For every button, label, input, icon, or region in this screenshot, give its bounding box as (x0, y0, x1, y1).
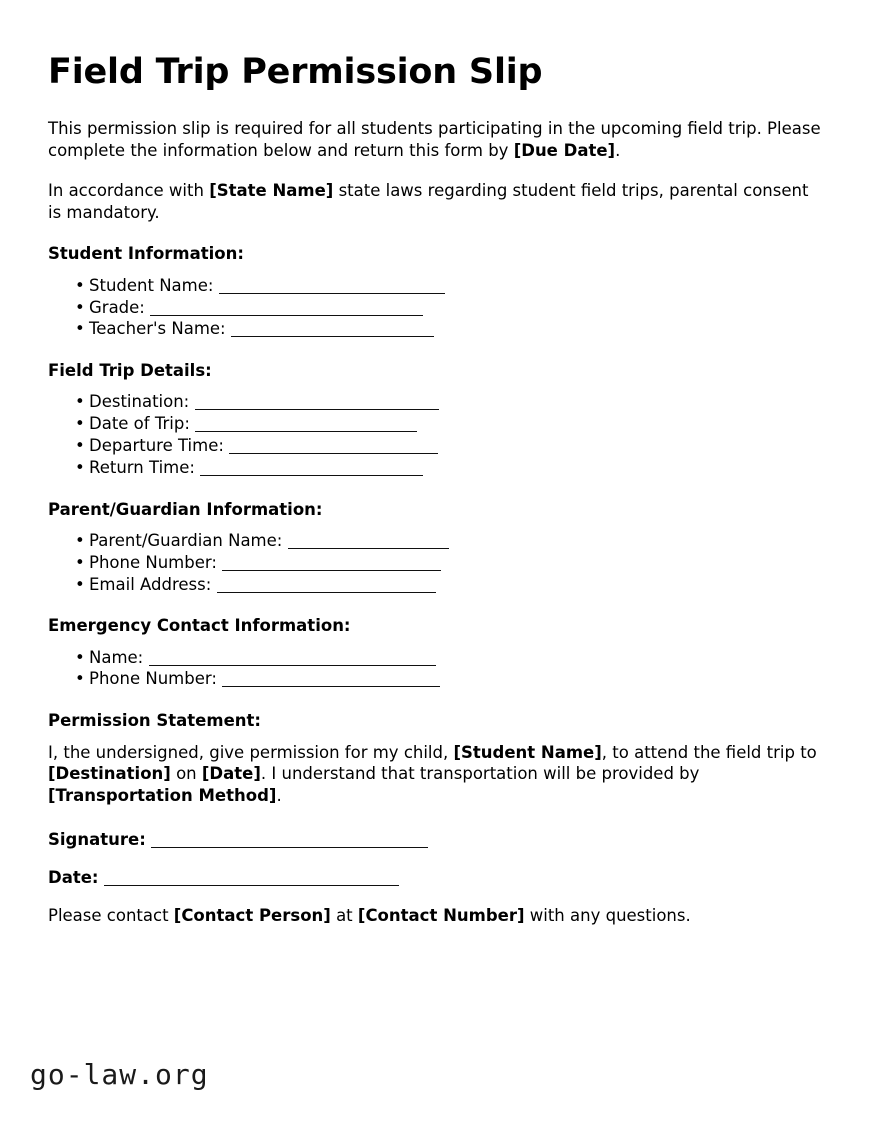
list-item (48, 552, 821, 574)
list-item (48, 668, 821, 690)
student-name-placeholder: [Student Name] (453, 742, 602, 762)
bullet-icon: • (75, 669, 85, 689)
list-item (48, 318, 821, 340)
signature-blank[interactable] (151, 834, 428, 848)
field-label: Student Name: (89, 275, 214, 295)
closing-paragraph (48, 905, 821, 927)
field-blank-student-name[interactable] (219, 280, 445, 294)
accordance-text-before: In accordance with (48, 180, 210, 200)
bullet-icon: • (75, 414, 85, 434)
date-placeholder: [Date] (201, 764, 261, 784)
field-label: Destination: (89, 392, 190, 412)
bullet-icon: • (75, 275, 85, 295)
date-label: Date: (48, 867, 99, 887)
list-item (48, 413, 821, 435)
accordance-text-after: state laws regarding student field trips, parental consent is mandatory. (48, 180, 809, 222)
field-label: Name: (89, 647, 144, 667)
field-label: Return Time: (89, 457, 195, 477)
intro-text-after: . (615, 141, 621, 161)
list-item (48, 435, 821, 457)
date-blank[interactable] (104, 872, 399, 886)
due-date-placeholder: [Due Date] (513, 141, 616, 161)
section-heading-permission-statement: Permission Statement: (48, 711, 261, 731)
signature-line (48, 829, 821, 851)
field-label: Phone Number: (89, 552, 217, 572)
field-list-field-trip-details (48, 391, 821, 478)
field-blank-parent-phone-number[interactable] (222, 557, 441, 571)
list-item (48, 457, 821, 479)
bullet-icon: • (75, 297, 85, 317)
closing-part-3: with any questions. (524, 905, 691, 925)
statement-part-1: I, the undersigned, give permission for my child, (48, 742, 454, 762)
field-list-parent-guardian-information (48, 530, 821, 595)
section-heading-parent-guardian-information: Parent/Guardian Information: (48, 499, 323, 519)
statement-part-5: . (276, 786, 282, 806)
field-list-emergency-contact-information (48, 647, 821, 691)
bullet-icon: • (75, 552, 85, 572)
field-blank-emergency-name[interactable] (149, 652, 436, 666)
list-item (48, 530, 821, 552)
field-blank-teacher-name[interactable] (231, 323, 434, 337)
field-label: Parent/Guardian Name: (89, 530, 283, 550)
bullet-icon: • (75, 574, 85, 594)
bullet-icon: • (75, 436, 85, 456)
field-blank-destination[interactable] (195, 396, 439, 410)
field-list-student-information (48, 275, 821, 340)
field-label: Date of Trip: (89, 414, 190, 434)
section-heading-emergency-contact-information: Emergency Contact Information: (48, 616, 351, 636)
list-item (48, 574, 821, 596)
contact-number-placeholder: [Contact Number] (357, 905, 525, 925)
list-item (48, 647, 821, 669)
field-blank-emergency-phone-number[interactable] (222, 673, 440, 687)
intro-paragraph (48, 118, 821, 162)
list-item (48, 275, 821, 297)
state-name-placeholder: [State Name] (209, 180, 334, 200)
list-item (48, 297, 821, 319)
section-heading-student-information: Student Information: (48, 244, 244, 264)
field-label: Phone Number: (89, 669, 217, 689)
destination-placeholder: [Destination] (48, 764, 171, 784)
signature-label: Signature: (48, 829, 146, 849)
field-blank-return-time[interactable] (200, 462, 423, 476)
field-label: Grade: (89, 297, 145, 317)
intro-text-before: This permission slip is required for all students participating in the upcoming field trip. Please complete the information below and return this form by (48, 119, 821, 161)
section-heading-field-trip-details: Field Trip Details: (48, 361, 212, 381)
field-blank-grade[interactable] (150, 302, 423, 316)
list-item (48, 391, 821, 413)
transportation-method-placeholder: [Transportation Method] (48, 786, 277, 806)
closing-part-2: at (330, 905, 358, 925)
site-watermark: go-law.org (30, 1058, 209, 1091)
field-blank-departure-time[interactable] (229, 440, 438, 454)
bullet-icon: • (75, 457, 85, 477)
contact-person-placeholder: [Contact Person] (173, 905, 331, 925)
field-blank-email-address[interactable] (217, 579, 436, 593)
statement-part-2: , to attend the field trip to (601, 742, 817, 762)
bullet-icon: • (75, 392, 85, 412)
bullet-icon: • (75, 647, 85, 667)
document-content (48, 52, 821, 926)
statement-part-4: . I understand that transportation will be provided by (260, 764, 700, 784)
date-line (48, 867, 821, 889)
statement-part-3: on (170, 764, 202, 784)
page-title: Field Trip Permission Slip (48, 52, 543, 92)
closing-part-1: Please contact (48, 905, 174, 925)
field-label: Email Address: (89, 574, 212, 594)
field-blank-parent-guardian-name[interactable] (288, 535, 449, 549)
field-blank-date-of-trip[interactable] (195, 418, 417, 432)
permission-statement-paragraph (48, 742, 821, 807)
field-label: Teacher's Name: (89, 319, 226, 339)
bullet-icon: • (75, 319, 85, 339)
bullet-icon: • (75, 530, 85, 550)
accordance-paragraph (48, 180, 821, 224)
field-label: Departure Time: (89, 436, 224, 456)
